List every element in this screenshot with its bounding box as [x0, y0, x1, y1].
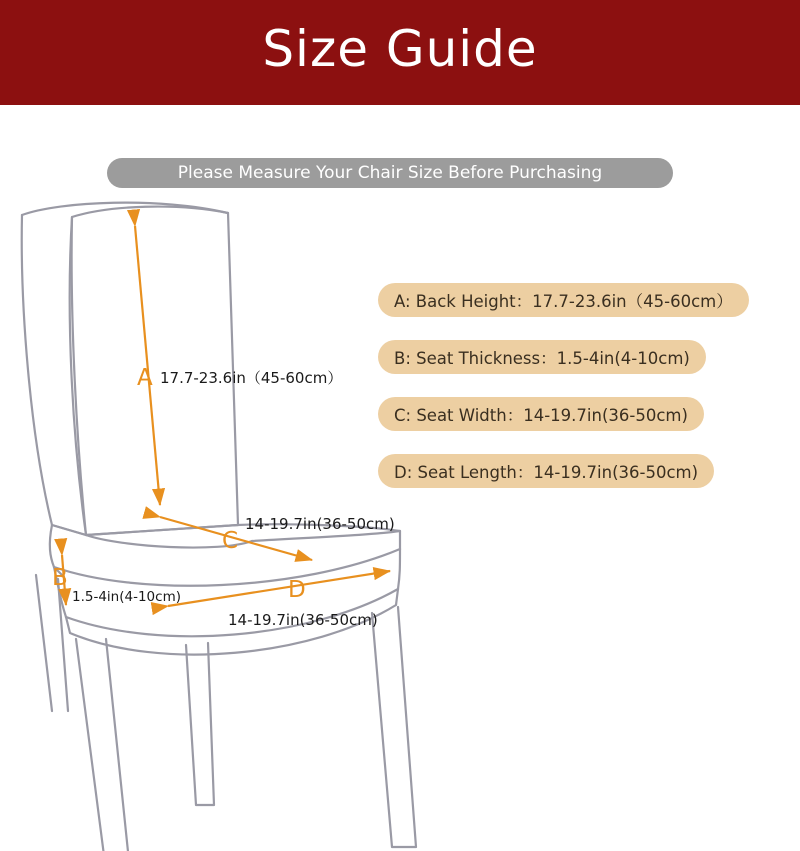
dimension-b-letter: B [52, 565, 68, 591]
legend-item-label: D: Seat Length：14-19.7in(36-50cm) [394, 463, 699, 482]
dimension-c [160, 515, 395, 560]
dimension-b-value: 1.5-4in(4-10cm) [72, 589, 181, 605]
subtitle-text: Please Measure Your Chair Size Before Purchasing [177, 163, 603, 183]
dimension-c-letter: C [222, 528, 239, 554]
dimension-d-value: 14-19.7in(36-50cm) [228, 611, 378, 629]
legend-item-label: A: Back Height：17.7-23.6in（45-60cm） [394, 292, 733, 311]
dimension-a-letter: A [137, 365, 153, 391]
dimension-c-value: 14-19.7in(36-50cm) [245, 515, 395, 533]
dimension-d-letter: D [288, 577, 306, 603]
dimension-a-value: 17.7-23.6in（45-60cm） [160, 369, 343, 387]
legend-item-label: C: Seat Width：14-19.7in(36-50cm) [394, 406, 688, 425]
header-bar [0, 0, 800, 105]
dimension-a [135, 226, 342, 505]
chair-diagram [0, 105, 800, 851]
dimension-b [52, 555, 181, 605]
legend-item-label: B: Seat Thickness：1.5-4in(4-10cm) [394, 349, 690, 368]
page-title: Size Guide [262, 19, 538, 78]
